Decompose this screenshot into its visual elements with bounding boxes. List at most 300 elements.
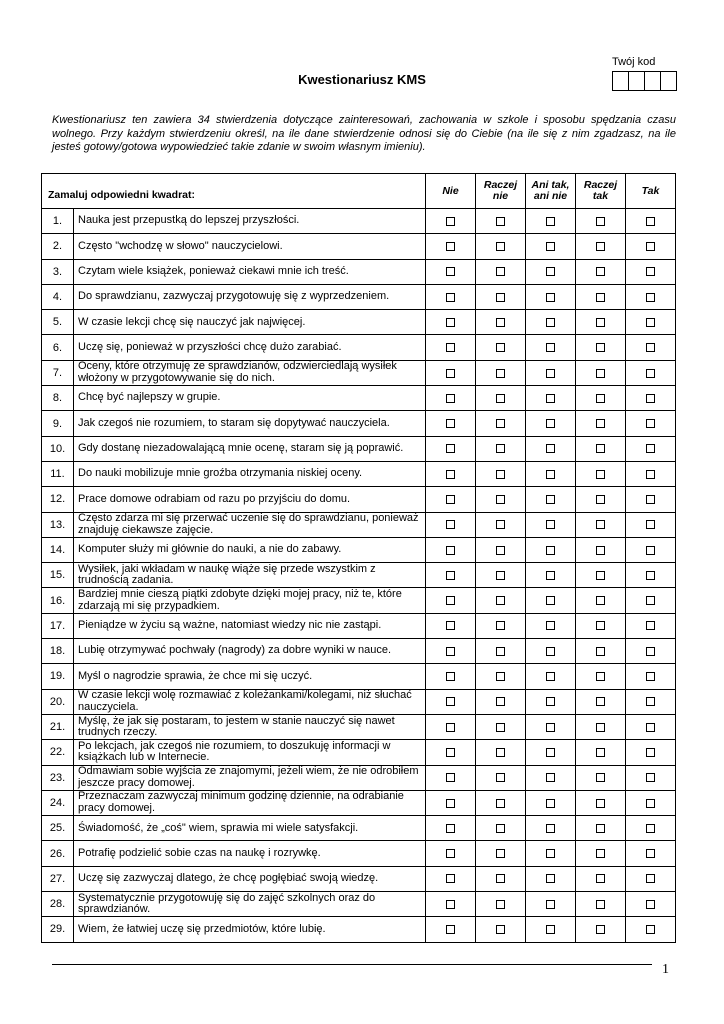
answer-checkbox-raczej-nie[interactable] (496, 824, 505, 833)
option-cell (626, 714, 676, 739)
statement-text: Uczę się zazwyczaj dlatego, że chcę pogłębiać swoją wiedzę. (74, 866, 426, 891)
header-option: Ani tak, ani nie (526, 174, 576, 209)
option-cell (576, 765, 626, 790)
option-cell (526, 487, 576, 512)
option-cell (526, 335, 576, 360)
option-cell (626, 816, 676, 841)
table-row (42, 765, 676, 790)
answer-checkbox-tak[interactable] (646, 672, 655, 681)
answer-checkbox-nie[interactable] (446, 343, 455, 352)
option-cell (576, 209, 626, 234)
statement-text: Komputer służy mi głównie do nauki, a nie do zabawy. (74, 537, 426, 562)
row-number: 20. (42, 689, 74, 714)
table-row (42, 689, 676, 714)
answer-checkbox-raczej-nie[interactable] (496, 596, 505, 605)
answer-checkbox-raczej-nie[interactable] (496, 318, 505, 327)
option-cell (526, 461, 576, 486)
row-number: 1. (42, 209, 74, 234)
table-row (42, 816, 676, 841)
row-number: 18. (42, 639, 74, 664)
option-cell (526, 259, 576, 284)
answer-checkbox-nie[interactable] (446, 697, 455, 706)
answer-checkbox-ani-tak-ani-nie[interactable] (546, 343, 555, 352)
option-cell (526, 512, 576, 537)
option-cell (626, 740, 676, 765)
option-cell (426, 487, 476, 512)
answer-checkbox-ani-tak-ani-nie[interactable] (546, 267, 555, 276)
answer-checkbox-ani-tak-ani-nie[interactable] (546, 470, 555, 479)
option-cell (576, 259, 626, 284)
option-cell (576, 588, 626, 613)
option-cell (576, 740, 626, 765)
answer-checkbox-raczej-nie[interactable] (496, 621, 505, 630)
answer-checkbox-nie[interactable] (446, 874, 455, 883)
answer-checkbox-tak[interactable] (646, 773, 655, 782)
answer-checkbox-raczej-tak[interactable] (596, 293, 605, 302)
answer-checkbox-ani-tak-ani-nie[interactable] (546, 773, 555, 782)
answer-checkbox-raczej-nie[interactable] (496, 799, 505, 808)
statement-text: Gdy dostanę niezadowalającą mnie ocenę, staram się ją poprawić. (74, 436, 426, 461)
option-cell (576, 537, 626, 562)
option-cell (426, 588, 476, 613)
option-cell (626, 512, 676, 537)
option-cell (426, 917, 476, 942)
option-cell (626, 487, 676, 512)
option-cell (426, 284, 476, 309)
answer-checkbox-ani-tak-ani-nie[interactable] (546, 874, 555, 883)
row-number: 6. (42, 335, 74, 360)
answer-checkbox-tak[interactable] (646, 799, 655, 808)
answer-checkbox-nie[interactable] (446, 849, 455, 858)
answer-checkbox-raczej-nie[interactable] (496, 697, 505, 706)
answer-checkbox-tak[interactable] (646, 394, 655, 403)
answer-checkbox-ani-tak-ani-nie[interactable] (546, 571, 555, 580)
statement-text: Wiem, że łatwiej uczę się przedmiotów, które lubię. (74, 917, 426, 942)
questionnaire-table (41, 173, 676, 943)
statement-text: W czasie lekcji chcę się nauczyć jak najwięcej. (74, 310, 426, 335)
row-number: 12. (42, 487, 74, 512)
answer-checkbox-ani-tak-ani-nie[interactable] (546, 596, 555, 605)
table-row (42, 259, 676, 284)
answer-checkbox-raczej-tak[interactable] (596, 824, 605, 833)
option-cell (626, 234, 676, 259)
answer-checkbox-tak[interactable] (646, 647, 655, 656)
answer-checkbox-raczej-nie[interactable] (496, 444, 505, 453)
option-cell (426, 411, 476, 436)
answer-checkbox-ani-tak-ani-nie[interactable] (546, 748, 555, 757)
table-row (42, 917, 676, 942)
option-cell (476, 765, 526, 790)
table-header-row (42, 174, 676, 209)
answer-checkbox-ani-tak-ani-nie[interactable] (546, 672, 555, 681)
header-instruction: Zamaluj odpowiedni kwadrat: (42, 174, 426, 209)
row-number: 16. (42, 588, 74, 613)
answer-checkbox-raczej-nie[interactable] (496, 267, 505, 276)
answer-checkbox-tak[interactable] (646, 444, 655, 453)
statement-text: Jak czegoś nie rozumiem, to staram się dopytywać nauczyciela. (74, 411, 426, 436)
answer-checkbox-raczej-tak[interactable] (596, 444, 605, 453)
row-number: 29. (42, 917, 74, 942)
option-cell (526, 790, 576, 815)
answer-checkbox-raczej-tak[interactable] (596, 419, 605, 428)
answer-checkbox-nie[interactable] (446, 444, 455, 453)
table-row (42, 588, 676, 613)
option-cell (526, 765, 576, 790)
answer-checkbox-nie[interactable] (446, 571, 455, 580)
answer-checkbox-raczej-nie[interactable] (496, 419, 505, 428)
option-cell (426, 790, 476, 815)
answer-checkbox-tak[interactable] (646, 343, 655, 352)
option-cell (476, 436, 526, 461)
answer-checkbox-raczej-tak[interactable] (596, 799, 605, 808)
answer-checkbox-nie[interactable] (446, 925, 455, 934)
answer-checkbox-ani-tak-ani-nie[interactable] (546, 520, 555, 529)
answer-checkbox-tak[interactable] (646, 900, 655, 909)
option-cell (476, 588, 526, 613)
table-row (42, 512, 676, 537)
table-row (42, 461, 676, 486)
option-cell (576, 360, 626, 385)
answer-checkbox-raczej-nie[interactable] (496, 242, 505, 251)
option-cell (576, 639, 626, 664)
statement-text: Po lekcjach, jak czegoś nie rozumiem, to doszukuję informacji w książkach lub w Internecie. (74, 740, 426, 765)
option-cell (526, 816, 576, 841)
answer-checkbox-ani-tak-ani-nie[interactable] (546, 925, 555, 934)
row-number: 28. (42, 892, 74, 917)
option-cell (476, 790, 526, 815)
option-cell (626, 841, 676, 866)
answer-checkbox-raczej-nie[interactable] (496, 773, 505, 782)
option-cell (526, 284, 576, 309)
answer-checkbox-raczej-tak[interactable] (596, 748, 605, 757)
row-number: 22. (42, 740, 74, 765)
answer-checkbox-raczej-tak[interactable] (596, 874, 605, 883)
answer-checkbox-tak[interactable] (646, 470, 655, 479)
answer-checkbox-raczej-nie[interactable] (496, 900, 505, 909)
answer-checkbox-raczej-nie[interactable] (496, 520, 505, 529)
answer-checkbox-ani-tak-ani-nie[interactable] (546, 394, 555, 403)
answer-checkbox-raczej-nie[interactable] (496, 849, 505, 858)
option-cell (426, 436, 476, 461)
answer-checkbox-raczej-tak[interactable] (596, 647, 605, 656)
answer-checkbox-nie[interactable] (446, 672, 455, 681)
answer-checkbox-nie[interactable] (446, 217, 455, 226)
option-cell (526, 740, 576, 765)
answer-checkbox-tak[interactable] (646, 242, 655, 251)
answer-checkbox-nie[interactable] (446, 293, 455, 302)
option-cell (526, 310, 576, 335)
answer-checkbox-raczej-tak[interactable] (596, 369, 605, 378)
answer-checkbox-raczej-tak[interactable] (596, 672, 605, 681)
option-cell (526, 386, 576, 411)
intro-text: Kwestionariusz ten zawiera 34 stwierdzenia dotyczące zainteresowań, zachowania w szkole i sposobu spędzania czasu wolnego. Przy każdym stwierdzeniu określ, na ile dane stwierdzenie odnosi się do Ciebie (na ile się z nim zgadzasz, na ile jesteś gotowy/gotowa wypowiedzieć takie zdanie w swoim własnym imieniu). (52, 114, 676, 153)
answer-checkbox-raczej-tak[interactable] (596, 520, 605, 529)
option-cell (576, 841, 626, 866)
option-cell (476, 259, 526, 284)
answer-checkbox-raczej-tak[interactable] (596, 495, 605, 504)
option-cell (626, 335, 676, 360)
answer-checkbox-ani-tak-ani-nie[interactable] (546, 369, 555, 378)
answer-checkbox-nie[interactable] (446, 596, 455, 605)
answer-checkbox-ani-tak-ani-nie[interactable] (546, 824, 555, 833)
option-cell (526, 639, 576, 664)
option-cell (476, 234, 526, 259)
option-cell (476, 461, 526, 486)
answer-checkbox-tak[interactable] (646, 571, 655, 580)
answer-checkbox-tak[interactable] (646, 419, 655, 428)
table-row (42, 411, 676, 436)
option-cell (426, 892, 476, 917)
answer-checkbox-nie[interactable] (446, 647, 455, 656)
option-cell (426, 360, 476, 385)
answer-checkbox-raczej-tak[interactable] (596, 242, 605, 251)
answer-checkbox-raczej-tak[interactable] (596, 773, 605, 782)
option-cell (526, 917, 576, 942)
table-row (42, 234, 676, 259)
answer-checkbox-tak[interactable] (646, 824, 655, 833)
row-number: 11. (42, 461, 74, 486)
answer-checkbox-raczej-tak[interactable] (596, 849, 605, 858)
option-cell (576, 664, 626, 689)
table-row (42, 866, 676, 891)
statement-text: Często zdarza mi się przerwać uczenie się do sprawdzianu, ponieważ znajduję ciekawsze zajęcie. (74, 512, 426, 537)
option-cell (476, 639, 526, 664)
answer-checkbox-nie[interactable] (446, 394, 455, 403)
statement-text: Oceny, które otrzymuję ze sprawdzianów, odzwierciedlają wysiłek włożony w przygotowywanie się do nich. (74, 360, 426, 385)
header-option: Nie (426, 174, 476, 209)
answer-checkbox-ani-tak-ani-nie[interactable] (546, 318, 555, 327)
option-cell (626, 537, 676, 562)
row-number: 15. (42, 563, 74, 588)
answer-checkbox-ani-tak-ani-nie[interactable] (546, 621, 555, 630)
answer-checkbox-ani-tak-ani-nie[interactable] (546, 799, 555, 808)
answer-checkbox-nie[interactable] (446, 242, 455, 251)
option-cell (526, 664, 576, 689)
answer-checkbox-raczej-nie[interactable] (496, 394, 505, 403)
table-row (42, 563, 676, 588)
answer-checkbox-raczej-nie[interactable] (496, 571, 505, 580)
answer-checkbox-ani-tak-ani-nie[interactable] (546, 495, 555, 504)
answer-checkbox-nie[interactable] (446, 419, 455, 428)
option-cell (476, 664, 526, 689)
table-row (42, 284, 676, 309)
row-number: 21. (42, 714, 74, 739)
answer-checkbox-raczej-tak[interactable] (596, 546, 605, 555)
answer-checkbox-raczej-nie[interactable] (496, 723, 505, 732)
answer-checkbox-tak[interactable] (646, 293, 655, 302)
statement-text: Przeznaczam zazwyczaj minimum godzinę dziennie, na odrabianie pracy domowej. (74, 790, 426, 815)
option-cell (626, 386, 676, 411)
answer-checkbox-tak[interactable] (646, 621, 655, 630)
option-cell (426, 209, 476, 234)
answer-checkbox-tak[interactable] (646, 748, 655, 757)
option-cell (476, 310, 526, 335)
answer-checkbox-raczej-nie[interactable] (496, 874, 505, 883)
answer-checkbox-raczej-tak[interactable] (596, 925, 605, 934)
answer-checkbox-raczej-nie[interactable] (496, 925, 505, 934)
answer-checkbox-ani-tak-ani-nie[interactable] (546, 647, 555, 656)
option-cell (526, 892, 576, 917)
option-cell (576, 714, 626, 739)
answer-checkbox-raczej-nie[interactable] (496, 546, 505, 555)
answer-checkbox-tak[interactable] (646, 874, 655, 883)
option-cell (576, 512, 626, 537)
answer-checkbox-ani-tak-ani-nie[interactable] (546, 546, 555, 555)
option-cell (576, 613, 626, 638)
answer-checkbox-tak[interactable] (646, 369, 655, 378)
statement-text: Nauka jest przepustką do lepszej przyszłości. (74, 209, 426, 234)
option-cell (576, 816, 626, 841)
answer-checkbox-raczej-tak[interactable] (596, 621, 605, 630)
option-cell (526, 209, 576, 234)
statement-text: Często "wchodzę w słowo" nauczycielowi. (74, 234, 426, 259)
option-cell (626, 689, 676, 714)
answer-checkbox-raczej-nie[interactable] (496, 293, 505, 302)
row-number: 2. (42, 234, 74, 259)
answer-checkbox-nie[interactable] (446, 799, 455, 808)
answer-checkbox-raczej-nie[interactable] (496, 343, 505, 352)
answer-checkbox-raczej-nie[interactable] (496, 748, 505, 757)
answer-checkbox-tak[interactable] (646, 697, 655, 706)
option-cell (626, 664, 676, 689)
option-cell (626, 209, 676, 234)
header-option: Raczej tak (576, 174, 626, 209)
statement-text: Świadomość, że „coś" wiem, sprawia mi wiele satysfakcji. (74, 816, 426, 841)
option-cell (626, 765, 676, 790)
answer-checkbox-nie[interactable] (446, 773, 455, 782)
answer-checkbox-raczej-nie[interactable] (496, 647, 505, 656)
answer-checkbox-raczej-nie[interactable] (496, 470, 505, 479)
answer-checkbox-nie[interactable] (446, 824, 455, 833)
answer-checkbox-ani-tak-ani-nie[interactable] (546, 242, 555, 251)
option-cell (426, 841, 476, 866)
answer-checkbox-raczej-tak[interactable] (596, 571, 605, 580)
option-cell (576, 335, 626, 360)
answer-checkbox-ani-tak-ani-nie[interactable] (546, 697, 555, 706)
answer-checkbox-tak[interactable] (646, 849, 655, 858)
answer-checkbox-raczej-nie[interactable] (496, 369, 505, 378)
option-cell (576, 917, 626, 942)
statement-text: Potrafię podzielić sobie czas na naukę i rozrywkę. (74, 841, 426, 866)
option-cell (476, 411, 526, 436)
row-number: 27. (42, 866, 74, 891)
row-number: 17. (42, 613, 74, 638)
answer-checkbox-nie[interactable] (446, 470, 455, 479)
option-cell (476, 740, 526, 765)
answer-checkbox-ani-tak-ani-nie[interactable] (546, 900, 555, 909)
row-number: 14. (42, 537, 74, 562)
option-cell (576, 234, 626, 259)
answer-checkbox-nie[interactable] (446, 546, 455, 555)
option-cell (476, 613, 526, 638)
option-cell (576, 310, 626, 335)
answer-checkbox-tak[interactable] (646, 596, 655, 605)
answer-checkbox-nie[interactable] (446, 495, 455, 504)
answer-checkbox-nie[interactable] (446, 369, 455, 378)
option-cell (576, 461, 626, 486)
option-cell (476, 487, 526, 512)
option-cell (576, 563, 626, 588)
answer-checkbox-nie[interactable] (446, 723, 455, 732)
answer-checkbox-raczej-tak[interactable] (596, 217, 605, 226)
statement-text: Uczę się, ponieważ w przyszłości chcę dużo zarabiać. (74, 335, 426, 360)
answer-checkbox-raczej-tak[interactable] (596, 394, 605, 403)
statement-text: Czytam wiele książek, ponieważ ciekawi mnie ich treść. (74, 259, 426, 284)
option-cell (626, 588, 676, 613)
answer-checkbox-ani-tak-ani-nie[interactable] (546, 849, 555, 858)
option-cell (626, 259, 676, 284)
row-number: 8. (42, 386, 74, 411)
answer-checkbox-raczej-nie[interactable] (496, 672, 505, 681)
answer-checkbox-raczej-tak[interactable] (596, 470, 605, 479)
header-option: Tak (626, 174, 676, 209)
row-number: 13. (42, 512, 74, 537)
answer-checkbox-nie[interactable] (446, 267, 455, 276)
row-number: 9. (42, 411, 74, 436)
answer-checkbox-raczej-tak[interactable] (596, 697, 605, 706)
answer-checkbox-ani-tak-ani-nie[interactable] (546, 444, 555, 453)
answer-checkbox-tak[interactable] (646, 520, 655, 529)
option-cell (476, 892, 526, 917)
answer-checkbox-tak[interactable] (646, 495, 655, 504)
option-cell (426, 461, 476, 486)
option-cell (426, 816, 476, 841)
code-label: Twój kod (612, 56, 656, 68)
answer-checkbox-nie[interactable] (446, 621, 455, 630)
answer-checkbox-ani-tak-ani-nie[interactable] (546, 217, 555, 226)
answer-checkbox-tak[interactable] (646, 723, 655, 732)
table-row (42, 892, 676, 917)
answer-checkbox-nie[interactable] (446, 900, 455, 909)
answer-checkbox-tak[interactable] (646, 318, 655, 327)
option-cell (626, 411, 676, 436)
option-cell (476, 714, 526, 739)
answer-checkbox-ani-tak-ani-nie[interactable] (546, 723, 555, 732)
answer-checkbox-nie[interactable] (446, 748, 455, 757)
table-row (42, 537, 676, 562)
answer-checkbox-raczej-nie[interactable] (496, 495, 505, 504)
answer-checkbox-raczej-tak[interactable] (596, 596, 605, 605)
answer-checkbox-ani-tak-ani-nie[interactable] (546, 419, 555, 428)
option-cell (526, 234, 576, 259)
statement-text: Do nauki mobilizuje mnie groźba otrzymania niskiej oceny. (74, 461, 426, 486)
option-cell (476, 209, 526, 234)
option-cell (526, 411, 576, 436)
table-row (42, 487, 676, 512)
answer-checkbox-raczej-tak[interactable] (596, 900, 605, 909)
answer-checkbox-tak[interactable] (646, 217, 655, 226)
answer-checkbox-raczej-tak[interactable] (596, 343, 605, 352)
answer-checkbox-raczej-tak[interactable] (596, 723, 605, 732)
option-cell (426, 310, 476, 335)
answer-checkbox-tak[interactable] (646, 267, 655, 276)
option-cell (426, 512, 476, 537)
answer-checkbox-raczej-nie[interactable] (496, 217, 505, 226)
statement-text: Odmawiam sobie wyjścia ze znajomymi, jeżeli wiem, że nie odrobiłem jeszcze pracy domowej. (74, 765, 426, 790)
answer-checkbox-ani-tak-ani-nie[interactable] (546, 293, 555, 302)
option-cell (476, 563, 526, 588)
answer-checkbox-raczej-tak[interactable] (596, 267, 605, 276)
option-cell (426, 765, 476, 790)
option-cell (426, 613, 476, 638)
option-cell (576, 487, 626, 512)
answer-checkbox-nie[interactable] (446, 318, 455, 327)
answer-checkbox-tak[interactable] (646, 546, 655, 555)
answer-checkbox-tak[interactable] (646, 925, 655, 934)
answer-checkbox-nie[interactable] (446, 520, 455, 529)
option-cell (626, 310, 676, 335)
answer-checkbox-raczej-tak[interactable] (596, 318, 605, 327)
